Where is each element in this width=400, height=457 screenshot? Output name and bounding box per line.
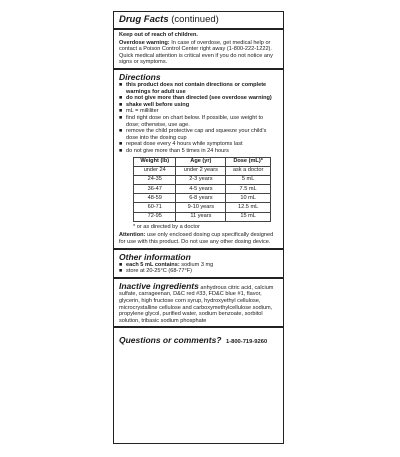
table-cell: 24-35 — [134, 175, 176, 184]
directions-bold-list — [119, 82, 278, 108]
header-continued: (continued) — [171, 14, 219, 25]
directions-list — [119, 108, 278, 154]
attention-text: use only enclosed dosing cup specifically designed for use with this product. Do not use any other dosing device. — [119, 232, 274, 245]
overdose-label: Overdose warning: — [119, 39, 170, 46]
list-item: ■ mL = milliliter — [119, 108, 278, 115]
other-info-title: Other information — [119, 251, 191, 262]
table-cell: 6-8 years — [176, 194, 226, 203]
list-item: ■ this product does not contain directions or complete warnings for adult use — [119, 82, 278, 95]
divider — [114, 68, 283, 70]
table-cell: under 24 — [134, 166, 176, 175]
divider — [114, 326, 283, 328]
column-header: Weight (lb) — [134, 157, 176, 166]
table-row — [134, 194, 271, 203]
list-item: ■ find right dose on chart below. If possible, use weight to dose; otherwise, use age. — [119, 115, 278, 128]
table-cell: 4-5 years — [176, 185, 226, 194]
table-cell: 5 mL — [226, 175, 271, 184]
table-cell: under 2 years — [176, 166, 226, 175]
table-row — [134, 175, 271, 184]
questions-title: Questions or comments? — [119, 335, 222, 346]
list-item: ■ shake well before using — [119, 102, 278, 109]
questions-phone: 1-800-719-9260 — [225, 339, 268, 346]
list-item: ■ do not give more than 5 times in 24 hours — [119, 148, 278, 155]
attention-note — [119, 232, 278, 245]
table-row — [134, 212, 271, 221]
questions-line — [119, 330, 278, 348]
list-item: ■ store at 20-25°C (68-77°F) — [119, 268, 278, 275]
attention-label: Attention: — [119, 232, 146, 239]
table-cell: 10 mL — [226, 194, 271, 203]
table-cell: 15 mL — [226, 212, 271, 221]
list-item: ■ remove the child protective cap and squeeze your child's dose into the dosing cup — [119, 128, 278, 141]
drug-facts-panel — [113, 11, 284, 444]
table-row — [134, 185, 271, 194]
table-footnote: * or as directed by a doctor — [133, 223, 200, 230]
table-cell: 72-95 — [134, 212, 176, 221]
list-item — [119, 262, 278, 269]
table-cell: 48-59 — [134, 194, 176, 203]
list-item: ■ repeat dose every 4 hours while symptoms last — [119, 141, 278, 148]
table-cell: ask a doctor — [226, 166, 271, 175]
table-row — [134, 203, 271, 212]
overdose-warning — [119, 40, 278, 66]
table-cell: 2-3 years — [176, 175, 226, 184]
table-cell: 36-47 — [134, 185, 176, 194]
table-header-row — [134, 157, 271, 166]
other-info-list — [119, 262, 278, 275]
keep-out-warning: Keep out of reach of children. — [119, 32, 198, 38]
divider — [114, 248, 283, 250]
table-cell: 12.5 mL — [226, 203, 271, 212]
table-cell: 11 years — [176, 212, 226, 221]
other-info-value: sodium 3 mg — [181, 261, 214, 268]
table-cell: 60-71 — [134, 203, 176, 212]
drug-facts-header — [119, 14, 278, 26]
dosing-table — [133, 157, 271, 222]
table-cell: 9-10 years — [176, 203, 226, 212]
column-header: Age (yr) — [176, 157, 226, 166]
other-info-label: each 5 mL contains: — [126, 261, 180, 268]
inactive-ingredients — [119, 281, 278, 325]
list-item: ■ do not give more than directed (see overdose warning) — [119, 95, 278, 102]
overdose-text: In case of overdose, get medical help or contact a Poison Control Center right away (1-800-222-1222). Quick medical attention is critical even if you do not notice any signs or symptoms. — [119, 39, 273, 66]
divider — [114, 277, 283, 279]
inactive-title: Inactive ingredients — [119, 280, 199, 291]
divider — [114, 28, 283, 30]
directions-title: Directions — [119, 71, 161, 82]
header-title: Drug Facts — [119, 14, 169, 25]
table-cell: 7.5 mL — [226, 185, 271, 194]
column-header: Dose (mL)* — [226, 157, 271, 166]
table-row — [134, 166, 271, 175]
inactive-text: anhydrous citric acid, calcium sulfate, carrageenan, D&C red #33, FD&C blue #1, flavor, glycerin, high fructose corn syrup, hydroxyethyl cellulose, microcrystalline cellulose and carboxymethylcellulose sodium, propylene glycol, purified water, sodium benzoate, sorbitol solution, tribasic sodium phosphate — [119, 284, 274, 324]
